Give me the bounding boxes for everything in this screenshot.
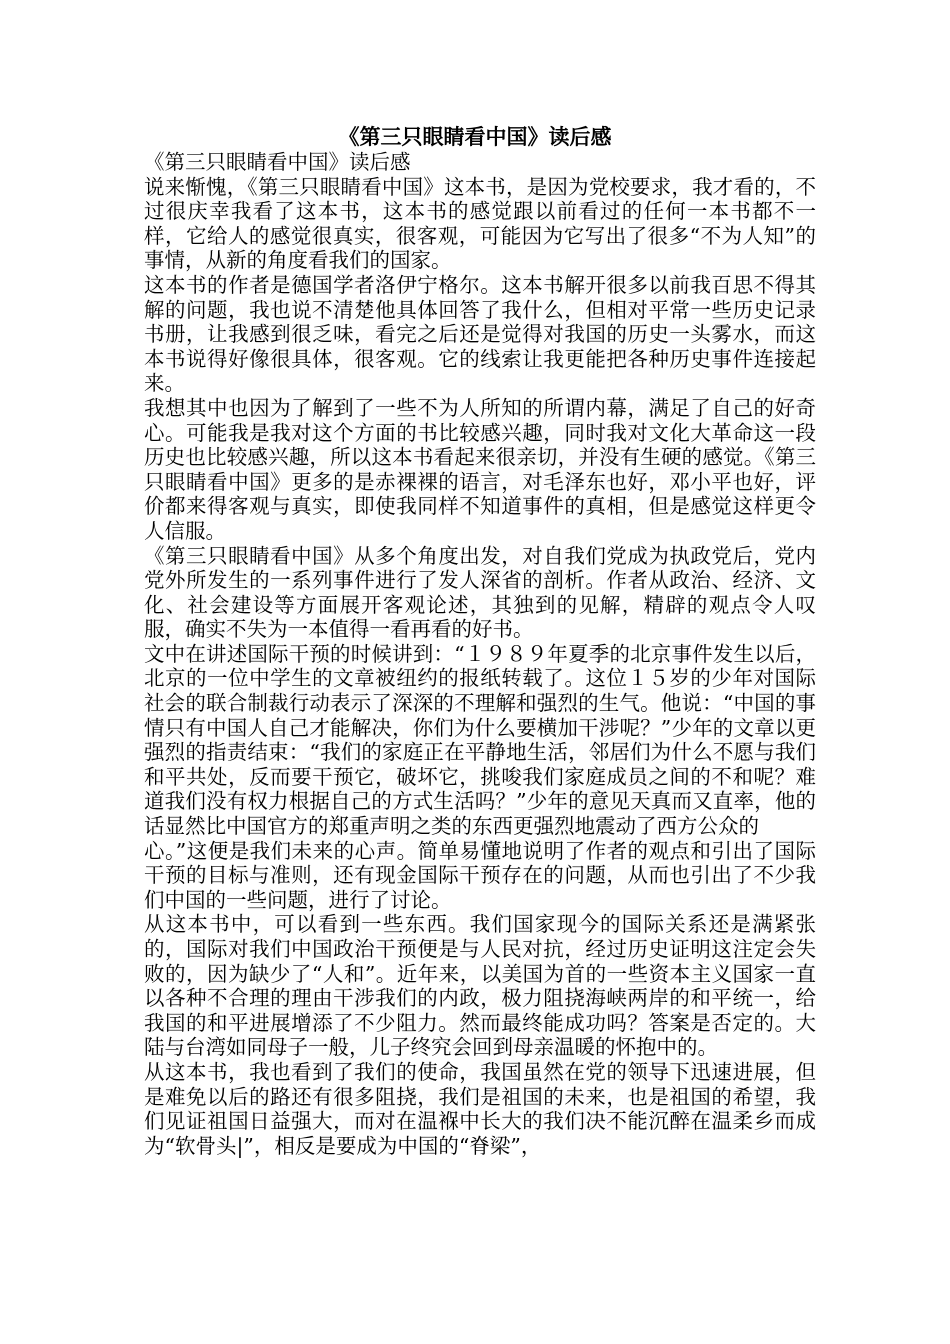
paragraph-3: 我想其中也因为了解到了一些不为人所知的所谓内幕，满足了自己的好奇心。可能我是我对这个方面的书比较感兴趣，同时我对文化大革命这一段历史也比较感兴趣，所以这本书看起来很亲切，并没有生硬的感觉。《第三只眼睛看中国》更多的是赤裸裸的语言，对毛泽东也好，邓小平也好，评价都来得客观与真实，即使我同样不知道事件的真相，但是感觉这样更令人信服。 [144, 395, 816, 543]
document-body [144, 150, 816, 1158]
paragraph-4: 《第三只眼睛看中国》从多个角度出发，对自我们党成为执政党后，党内党外所发生的一系列事件进行了发人深省的剖析。作者从政治、经济、文化、社会建设等方面展开客观论述，其独到的见解，精辟的观点令人叹服，确实不失为一本值得一看再看的好书。 [144, 543, 816, 642]
paragraph-5: 文中在讲述国际干预的时候讲到：“１９８９年夏季的北京事件发生以后，北京的一位中学生的文章被纽约的报纸转载了。这位１５岁的少年对国际社会的联合制裁行动表示了深深的不理解和强烈的生气。他说：“中国的事情只有中国人自己才能解决，你们为什么要横加干涉呢？”少年的文章以更强烈的指责结束：“我们的家庭正在平静地生活，邻居们为什么不愿与我们和平共处，反而要干预它，破坏它，挑唆我们家庭成员之间的不和呢？难道我们没有权力根据自己的方式生活吗？”少年的意见天真而又直率，他的话显然比中国官方的郑重声明之类的东西更强烈地震动了西方公众的 [144, 641, 816, 839]
paragraph-6: 心。”这便是我们未来的心声。简单易懂地说明了作者的观点和引出了国际干预的目标与准则，还有现金国际干预存在的问题，从而也引出了不少我们中国的一些问题，进行了讨论。 [144, 838, 816, 912]
paragraph-7: 从这本书中，可以看到一些东西。我们国家现今的国际关系还是满紧张的，国际对我们中国政治干预便是与人民对抗，经过历史证明这注定会失败的，因为缺少了“人和”。近年来，以美国为首的一些资本主义国家一直以各种不合理的理由干涉我们的内政，极力阻挠海峡两岸的和平统一，给我国的和平进展增添了不少阻力。然而最终能成功吗？答案是否定的。大陆与台湾如同母子一般，儿子终究会回到母亲温暖的怀抱中的。 [144, 912, 816, 1060]
paragraph-8: 从这本书，我也看到了我们的使命，我国虽然在党的领导下迅速进展，但是难免以后的路还有很多阻挠，我们是祖国的未来，也是祖国的希望，我们见证祖国日益强大，而对在温褓中长大的我们决不能沉醉在温柔乡而成为“软骨头|”，相反是要成为中国的“脊梁”， [144, 1059, 816, 1158]
paragraph-1: 说来惭愧，《第三只眼睛看中国》这本书，是因为党校要求，我才看的，不过很庆幸我看了这本书，这本书的感觉跟以前看过的任何一本书都不一样，它给人的感觉很真实，很客观，可能因为它写出了很多“不为人知”的事情，从新的角度看我们的国家。 [144, 174, 816, 273]
paragraph-2: 这本书的作者是德国学者洛伊宁格尔。这本书解开很多以前我百思不得其解的问题，我也说不清楚他具体回答了我什么，但相对平常一些历史记录书册，让我感到很乏味，看完之后还是觉得对我国的历史一头雾水，而这本书说得好像很具体，很客观。它的线索让我更能把各种历史事件连接起来。 [144, 272, 816, 396]
subtitle-line: 《第三只眼睛看中国》读后感 [144, 150, 411, 174]
document-title: 《第三只眼睛看中国》读后感 [338, 125, 612, 149]
